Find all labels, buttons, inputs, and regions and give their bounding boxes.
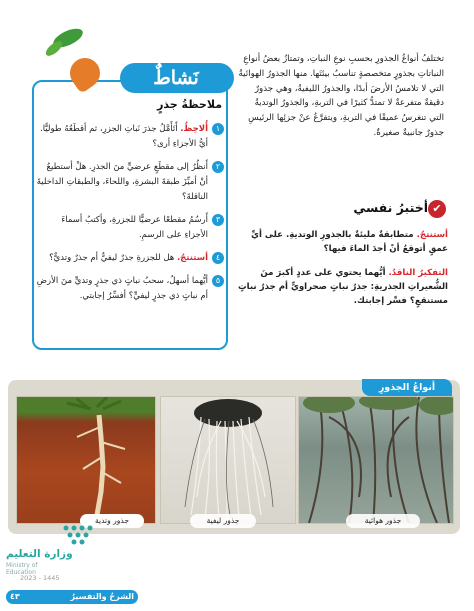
activity-steps (36, 122, 224, 312)
root-types-title: أنواعُ الجذورِ (378, 382, 436, 393)
ministry-logo-icon (60, 522, 96, 548)
step-text: هل للجزرةِ جذرٌ ليفيٌّ أم جذرٌ وتديٌّ؟ (49, 253, 175, 263)
step-number: ٣ (212, 214, 224, 226)
question-2 (236, 266, 448, 308)
fibrous-root-illustration (161, 397, 295, 523)
aerial-root-illustration (299, 397, 453, 523)
activity-step (36, 122, 224, 152)
fibrous-root-photo (160, 396, 296, 524)
question-1 (236, 228, 448, 256)
fibrous-root-caption: جذور ليفية (190, 514, 256, 528)
page-number: ٤٣ (10, 592, 20, 601)
step-lead: أُلاحِظُ. (180, 124, 208, 134)
step-text: أَتَأَمَّلُ جذرَ نَباتِ الجزرِ، ثم أقطَعُهُ طوليًّا. أيُّ الأجزاءِ أرى؟ (40, 124, 208, 149)
step-text: أيُّهما أسهلُ، سحبُ نباتٍ ذي جذرٍ وتديٍّ منَ الأرضِ أم نباتٍ ذي جذرٍ ليفيٍّ؟ أفسِّرُ إجابتي. (36, 276, 208, 301)
step-number: ٢ (212, 161, 224, 173)
activity-subtitle: ملاحظةُ جذرٍ (157, 98, 222, 111)
activity-step (36, 213, 224, 243)
question-lead: التفكيرُ الناقدُ. (388, 268, 448, 278)
section-label: الشرحُ والتفسيرُ (70, 592, 134, 601)
step-number: ٥ (212, 275, 224, 287)
step-lead: أستنتجُ. (176, 253, 208, 263)
question-lead: أستنتجُ. (416, 230, 448, 240)
question-text: أيُّهما يحتوي على عددٍ أكبرَ منَ الشُّعيراتِ الجذريةِ: جذرُ نباتٍ صحراويٍّ أم جذرُ نباتٍ مستنقعٍ؟ فسِّر إجابتك. (238, 268, 448, 306)
activity-title: نَشاطٌ (153, 67, 199, 89)
step-text: أَنظُرُ إلى مقطَعٍ عرضيٍّ منَ الجذرِ. هلْ أستطيعُ أنْ أميِّزَ طبقةَ البشرةِ، واللحاءَ، والطبقاتِ الداخليةَ الناقلةَ؟ (36, 162, 208, 202)
activity-step (36, 160, 224, 205)
intro-paragraph: تختلفُ أنواعُ الجذورِ بحسبِ نوعِ النباتِ، وتمتازُ بعضُ أنواعِ النباتاتِ بجذورٍ متخصصةٍ تناسبُ بيئتَها. منها الجذورُ الهوائيةُ التي لا تلامسُ الأرضَ أبدًا، والجذورُ الليفيةُ، وهي جذورٌ دقيقةٌ متفرعةٌ لا تمتدُّ كثيرًا في التربةِ، والجذورُ الوتديةُ التي تنغرسُ عميقًا في التربةِ، ويتفرَّعُ عنْ جزئِها الرئيسِ جذورٌ جانبيةٌ صغيرةٌ. (238, 54, 444, 138)
ministry-name: وزارة التعليم (6, 548, 73, 560)
activity-step (36, 274, 224, 304)
carrot-leaf-icon (43, 39, 64, 59)
taproot-illustration (17, 397, 155, 523)
step-text: أَرسُمُ مقطعًا عرضيًّا للجزرةِ، وأكتبُ أسماءَ الأجزاءِ على الرسمِ. (61, 215, 208, 240)
step-number: ١ (212, 123, 224, 135)
taproot-caption: جذور وتدية (80, 514, 144, 528)
activity-step (36, 251, 224, 266)
ministry-year: 2023 - 1445 (20, 574, 60, 582)
self-check-title: أختبرُ نفسي (353, 200, 428, 215)
step-number: ٤ (212, 252, 224, 264)
aerial-root-caption: جذور هوائية (346, 514, 420, 528)
aerial-root-photo (298, 396, 454, 524)
question-text: متطابقةٌ مليئةٌ بالجذورِ الوتديةِ. على أيِّ عمقٍ أتوقعُ أنْ أجدَ الماءَ فيها؟ (251, 230, 448, 254)
ministry-name-english: Ministry of Education (6, 562, 38, 576)
checkmark-icon: ✔ (428, 200, 446, 218)
taproot-photo (16, 396, 156, 524)
